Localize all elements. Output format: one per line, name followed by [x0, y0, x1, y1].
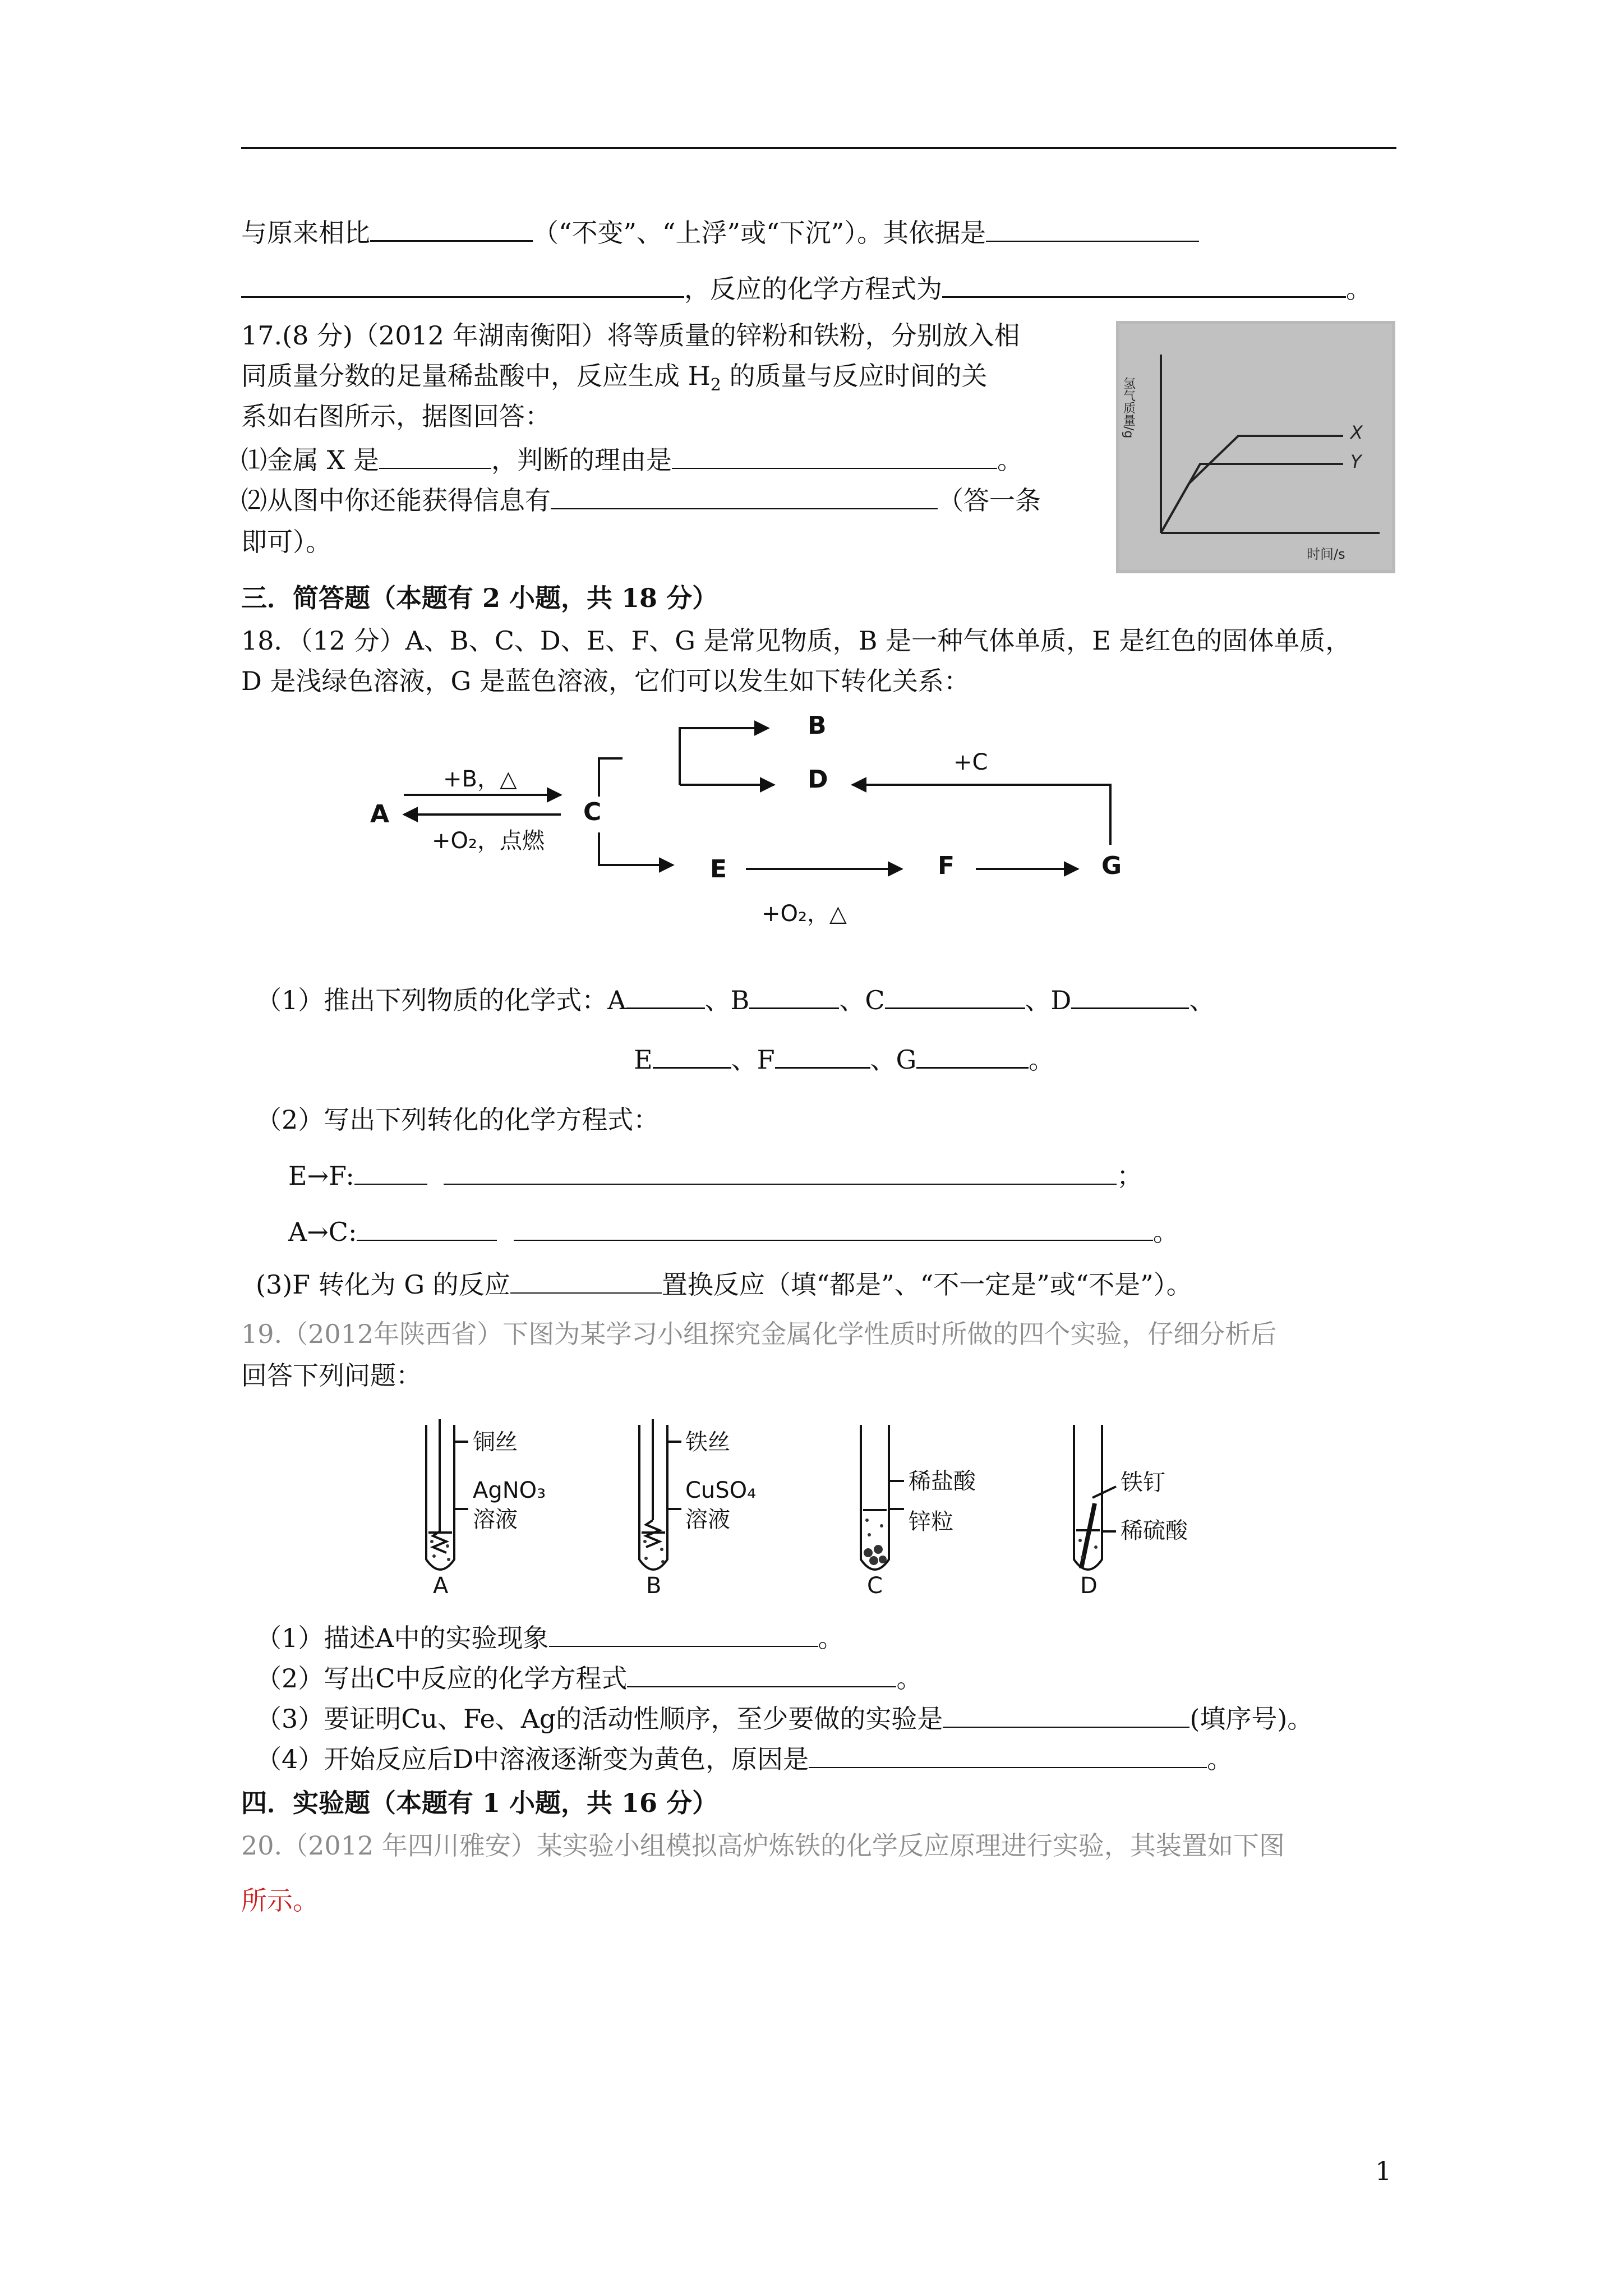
- liquid-dots: [428, 1509, 1100, 1565]
- q17-line6: 即可）。: [241, 527, 331, 557]
- q18-p1-d: 、D: [1025, 985, 1072, 1015]
- ac-blank-1[interactable]: [357, 1215, 497, 1241]
- node-e: E: [710, 855, 727, 884]
- q18-p1-c: 、C: [839, 985, 885, 1015]
- q18-p3: [256, 1268, 1192, 1301]
- q16-line1: [241, 215, 1199, 250]
- q19-p4: [256, 1742, 1233, 1776]
- q19-p3-b: (填序号)。: [1189, 1704, 1313, 1734]
- q17-p1-c: 。: [997, 445, 1023, 475]
- label-e-to-f: +O₂，△: [762, 901, 847, 927]
- q16-line2: [241, 272, 1372, 306]
- graph-series-x-label: X: [1350, 422, 1363, 443]
- q18-p3-a: (3)F 转化为 G 的反应: [256, 1269, 510, 1300]
- q18-p1-label: （1）推出下列物质的化学式：: [256, 985, 608, 1015]
- q18-p1-a: A: [607, 985, 626, 1015]
- q19-p4-a: （4）开始反应后D中溶液逐渐变为黄色，原因是: [256, 1744, 809, 1774]
- page-number: 1: [1375, 2156, 1392, 2186]
- graph-x-axis-label: 时间/s: [1307, 546, 1345, 562]
- q18-ef-line: [288, 1159, 1142, 1193]
- ac-end: 。: [1152, 1217, 1179, 1247]
- q19-p1-b: 。: [818, 1623, 844, 1653]
- q18-p3-blank[interactable]: [510, 1268, 662, 1294]
- q19-blank-3[interactable]: [943, 1702, 1189, 1728]
- q17-p1-a: ⑴金属 X 是: [241, 445, 379, 475]
- blank-e[interactable]: [653, 1042, 731, 1069]
- h2-subscript: 2: [710, 375, 721, 395]
- tube-d-letter: D: [1080, 1573, 1098, 1599]
- q19-line2: 回答下列问题：: [241, 1360, 422, 1391]
- q19-p1: [256, 1621, 844, 1655]
- q16-blank-3[interactable]: [241, 272, 684, 298]
- q17-line1: 17.(8 分)（2012 年湖南衡阳）将等质量的锌粉和铁粉，分别放入相: [241, 320, 1020, 351]
- label-c-to-a: +O₂，点燃: [432, 828, 545, 854]
- q17-blank-3[interactable]: [551, 484, 938, 509]
- blank-c[interactable]: [885, 983, 1025, 1009]
- tube-a-letter: A: [433, 1573, 449, 1599]
- q17-line3: 系如右图所示，据图回答：: [241, 401, 551, 431]
- tube-b-solution-2: 溶液: [685, 1507, 730, 1533]
- blank-d[interactable]: [1071, 983, 1189, 1009]
- wire-coil-a: [433, 1531, 446, 1553]
- q19-p2: [256, 1662, 922, 1695]
- q17-line2: [241, 359, 987, 402]
- q16-text-b: （“不变”、“上浮”或“下沉”）。其依据是: [533, 218, 986, 248]
- tube-d-acid: 稀硫酸: [1121, 1518, 1188, 1544]
- ef-blank-2[interactable]: [444, 1159, 1117, 1185]
- q19-p2-b: 。: [896, 1663, 923, 1694]
- q18-p3-b: 置换反应（填“都是”、“不一定是”或“不是”）。: [661, 1269, 1192, 1300]
- node-b: B: [808, 711, 827, 740]
- q16-text-d: 。: [1346, 274, 1372, 304]
- arrow-c-to-e: [599, 832, 673, 865]
- q17-p2-a: ⑵从图中你还能获得信息有: [241, 485, 551, 516]
- label-g-to-d: +C: [953, 749, 988, 775]
- tube-b-letter: B: [646, 1573, 662, 1599]
- tube-d-nail: 铁钉: [1121, 1470, 1165, 1496]
- q19-blank-1[interactable]: [549, 1621, 818, 1647]
- q18-p1-g: 、G: [870, 1045, 917, 1075]
- q18-p1-end2: 。: [1029, 1045, 1055, 1075]
- blank-f[interactable]: [775, 1042, 870, 1069]
- q18-p2-label: （2）写出下列转化的化学方程式：: [256, 1105, 660, 1135]
- q17-blank-2[interactable]: [672, 443, 997, 469]
- header-rule: [241, 147, 1396, 149]
- ef-blank-1[interactable]: [354, 1159, 427, 1185]
- q17-line2-b: 的质量与反应时间的关: [721, 361, 988, 391]
- tube-b-wire: 铁丝: [685, 1429, 730, 1455]
- blank-a[interactable]: [626, 983, 705, 1009]
- arrow-to-b: [680, 728, 768, 785]
- conversion-diagram: [359, 708, 1155, 927]
- blank-g[interactable]: [916, 1042, 1029, 1069]
- test-tubes-figure: [393, 1419, 1256, 1599]
- tube-a-solution: AgNO₃: [473, 1478, 546, 1503]
- node-f: F: [938, 852, 955, 880]
- section4-heading: 四．实验题（本题有 1 小题，共 16 分）: [241, 1788, 718, 1818]
- graph-series-y-label: Y: [1350, 451, 1362, 472]
- q18-p1-row2: [634, 1042, 1054, 1076]
- q19-p3-a: （3）要证明Cu、Fe、Ag的活动性顺序，至少要做的实验是: [256, 1704, 943, 1734]
- q18-line2: D 是浅绿色溶液，G 是蓝色溶液，它们可以发生如下转化关系：: [241, 666, 970, 696]
- node-c: C: [583, 798, 602, 826]
- tube-b-solution: CuSO₄: [685, 1478, 757, 1503]
- bracket-c-top: [599, 758, 623, 797]
- q16-blank-4[interactable]: [942, 272, 1346, 298]
- q16-blank-1[interactable]: [370, 215, 533, 242]
- q20-line2: 所示。: [241, 1885, 319, 1916]
- tube-c-acid: 稀盐酸: [909, 1469, 976, 1494]
- section3-heading: 三．简答题（本题有 2 小题，共 18 分）: [241, 583, 718, 613]
- tube-c-zinc: 锌粒: [909, 1509, 953, 1535]
- tube-a-solution-2: 溶液: [473, 1507, 518, 1533]
- node-d: D: [808, 765, 828, 794]
- tube-a-wire: 铜丝: [473, 1429, 518, 1455]
- q17-line4: [241, 443, 1023, 477]
- graph-y-axis-label: 氢气质量/g: [1121, 377, 1136, 439]
- leader-d-1: [1092, 1487, 1116, 1498]
- h2-mass-time-graph: [1116, 321, 1395, 573]
- q19-p4-b: 。: [1207, 1744, 1233, 1774]
- q19-blank-4[interactable]: [809, 1742, 1207, 1768]
- q18-ac-line: [288, 1215, 1179, 1249]
- q17-p2-b: （答一条: [938, 485, 1041, 516]
- q19-line1: 19.（2012年陕西省）下图为某学习小组探究金属化学性质时所做的四个实验，仔细分析后: [241, 1319, 1277, 1349]
- q18-p1-end: 、: [1189, 985, 1215, 1015]
- node-a: A: [370, 800, 390, 829]
- q19-p3: [256, 1702, 1313, 1736]
- iron-nail-d: [1081, 1503, 1095, 1568]
- ac-label: A→C:: [288, 1217, 357, 1247]
- q17-blank-1[interactable]: [379, 443, 491, 469]
- q18-p1-b: 、B: [704, 985, 750, 1015]
- q17-p1-b: ，判断的理由是: [491, 445, 672, 475]
- q16-blank-2[interactable]: [986, 216, 1199, 242]
- q19-blank-2[interactable]: [627, 1662, 896, 1687]
- q17-line5: [241, 484, 1041, 517]
- q18-p1-row1: [256, 983, 1215, 1017]
- tube-d: [1074, 1425, 1102, 1570]
- ef-label: E→F:: [288, 1161, 354, 1191]
- ac-blank-2[interactable]: [514, 1215, 1153, 1241]
- q18-line1: 18．（12 分）A、B、C、D、E、F、G 是常见物质，B 是一种气体单质，E 是红色的固体单质，: [241, 625, 1352, 656]
- q16-text-a: 与原来相比: [241, 218, 370, 248]
- blank-b[interactable]: [749, 983, 839, 1009]
- label-a-to-c: +B，△: [443, 766, 517, 792]
- q19-p2-a: （2）写出C中反应的化学方程式: [256, 1663, 628, 1694]
- q17-line2-a: 同质量分数的足量稀盐酸中，反应生成 H: [241, 361, 711, 391]
- arrow-g-to-d: [852, 785, 1110, 845]
- q18-p1-e: E: [634, 1045, 653, 1075]
- tube-c-letter: C: [867, 1573, 883, 1599]
- q18-p1-f: 、F: [731, 1045, 775, 1075]
- q16-text-c: ，反应的化学方程式为: [684, 274, 942, 304]
- q20-line1: 20.（2012 年四川雅安）某实验小组模拟高炉炼铁的化学反应原理进行实验，其装置如下图: [241, 1830, 1285, 1861]
- node-g: G: [1101, 852, 1122, 880]
- q19-p1-a: （1）描述A中的实验现象: [256, 1623, 549, 1653]
- ef-end: ；: [1117, 1161, 1143, 1191]
